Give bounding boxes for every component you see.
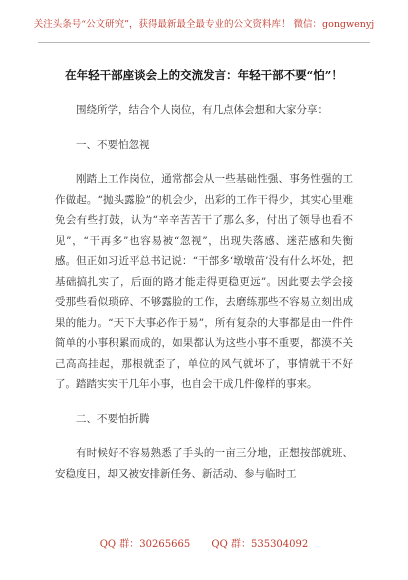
section-heading-2: 二、不要怕折腾: [76, 412, 150, 425]
section-paragraph-1: 刚踏上工作岗位，通常都会从一些基础性强、事务性强的工作做起。“抛头露脸”的机会少，出彩的工作干得少，其实心里难免会有些打鼓，认为“辛辛苦苦干了那么多，付出了领导也看不见”，“干再多”也容易被“忽视”，出现失落感、迷茫感和失衡感。但正如习近平总书记说：“干部多‘墩墩苗’没有什么坏处，把基础搞扎实了，后面的路才能走得更稳更远”。因此要去学会接受那些看似琐碎、不够露脸的工作，去磨练那些不容易立刻出成果的能力。“天下大事必作于易”，所有复杂的大事都是由一件件简单的小事积累而成的，如果都认为这些小事不重要，都漠不关己高高挂起，那根就歪了，单位的风气就坏了，事情就干不好了。踏踏实实干几年小事，也自会干成几件像样的事来。: [55, 173, 353, 390]
document-title: 在年轻干部座谈会上的交流发言：年轻干部不要“怕”！: [65, 68, 343, 82]
intro-paragraph: 围绕所学，结合个人岗位，有几点体会想和大家分享：: [76, 104, 328, 116]
footer-contact: [0, 535, 408, 550]
section-heading-1: 一、不要怕忽视: [76, 138, 150, 151]
qq-group-2: QQ 群：535304092: [211, 539, 309, 550]
qq-group-1: QQ 群：30265665: [99, 539, 191, 550]
section-paragraph-2: 有时候好不容易熟悉了手头的一亩三分地，正想按部就班、安稳度日，却又被安排新任务、新活动、参与临时工: [55, 447, 353, 480]
header-divider: [38, 42, 370, 43]
document-body: [55, 100, 353, 484]
header-note: 关注头条号“公文研究”，获得最新最全最专业的公文资料库！ 微信：gongwenyj: [33, 19, 375, 30]
